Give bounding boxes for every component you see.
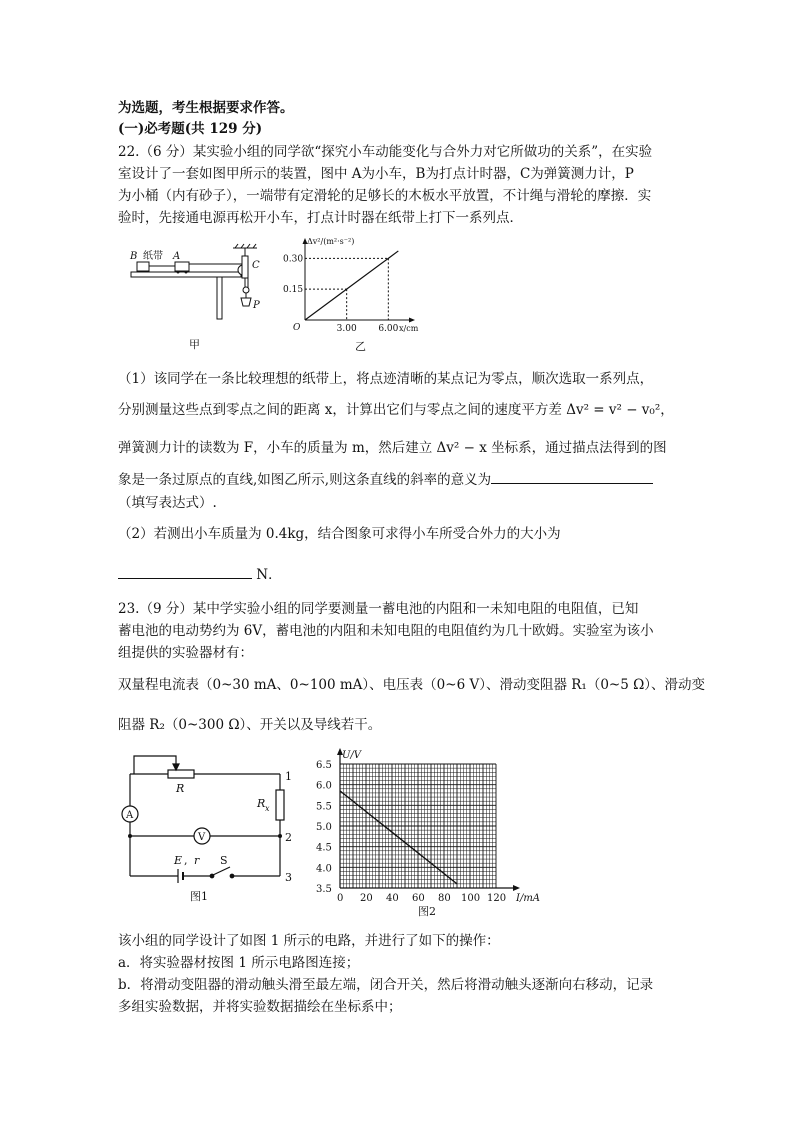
- svg-text:2: 2: [285, 831, 292, 844]
- y-tick-label: 4.5: [316, 842, 332, 854]
- svg-text:纸带: 纸带: [143, 251, 163, 262]
- svg-text:,: ,: [184, 854, 188, 867]
- y-tick-label: 0.30: [283, 254, 304, 265]
- svg-text:S: S: [220, 854, 228, 867]
- x-tick-label: 6.00: [378, 324, 399, 334]
- x-tick-label: 40: [386, 893, 399, 904]
- svg-text:A: A: [173, 251, 181, 262]
- svg-text:1: 1: [285, 770, 292, 783]
- x-axis-label: I/mA: [516, 893, 541, 904]
- bucket-p: [241, 298, 251, 306]
- answer-blank-slope[interactable]: [491, 469, 653, 484]
- y-tick-label: 4.0: [316, 863, 332, 875]
- y-tick-label: 6.0: [316, 780, 332, 792]
- switch-s: [213, 867, 230, 875]
- svg-text:r: r: [194, 854, 200, 867]
- rheostat-r: [168, 770, 194, 778]
- spring-scale-c: [242, 256, 248, 278]
- answer-blank-force[interactable]: [118, 564, 252, 579]
- svg-text:3: 3: [285, 871, 292, 884]
- svg-text:x: x: [265, 804, 270, 813]
- figure-apparatus: [125, 242, 275, 352]
- chart-2: [306, 742, 556, 920]
- x-tick-label: 20: [360, 893, 373, 904]
- section-instruction: 为选题，考生根据要求作答。: [118, 100, 294, 116]
- y-tick-label: 5.5: [316, 801, 332, 813]
- svg-text:E: E: [174, 854, 183, 867]
- y-tick-label: 6.5: [316, 760, 332, 771]
- question-22-part2: （2）若测出小车质量为 0.4kg，结合图象可求得小车所受合外力的大小为: [118, 526, 561, 542]
- x-tick-label: 0: [337, 893, 344, 904]
- table-leg: [217, 277, 222, 319]
- x-axis-label: x/cm: [399, 324, 419, 333]
- svg-text:R: R: [176, 782, 185, 795]
- chart-caption: 图2: [418, 905, 436, 918]
- y-axis-label: U/V: [342, 750, 362, 761]
- svg-text:C: C: [252, 260, 260, 271]
- figure-caption: 图1: [190, 890, 208, 903]
- svg-text:A: A: [126, 810, 134, 821]
- x-tick-label: 3.00: [336, 324, 357, 334]
- chart-caption: 乙: [355, 340, 366, 353]
- x-tick-label: 60: [412, 893, 425, 904]
- circuit-figure-1: [118, 748, 298, 908]
- x-tick-label: 80: [438, 893, 451, 904]
- svg-text:V: V: [198, 832, 206, 843]
- chart-yi: [283, 236, 433, 354]
- y-tick-label: 0.15: [283, 285, 304, 296]
- y-tick-label: 3.5: [316, 884, 332, 895]
- timer-b: [137, 262, 149, 271]
- x-tick-label: 120: [487, 893, 507, 904]
- resistor-rx: [276, 790, 284, 820]
- svg-text:R: R: [257, 797, 266, 810]
- origin-label: O: [293, 323, 301, 333]
- x-axis-arrow: [513, 885, 520, 891]
- data-line: [305, 251, 398, 320]
- x-tick-label: 100: [461, 893, 481, 904]
- svg-text:B: B: [130, 251, 138, 262]
- y-axis-label: Δv²/(m²·s⁻²): [307, 237, 355, 246]
- y-tick-label: 5.0: [316, 822, 332, 833]
- section-heading: (一)必考题(共 129 分): [118, 121, 263, 137]
- x-axis-arrow: [409, 318, 415, 323]
- cart-a: [175, 262, 189, 271]
- svg-text:P: P: [253, 300, 260, 311]
- figure-caption: 甲: [189, 338, 200, 351]
